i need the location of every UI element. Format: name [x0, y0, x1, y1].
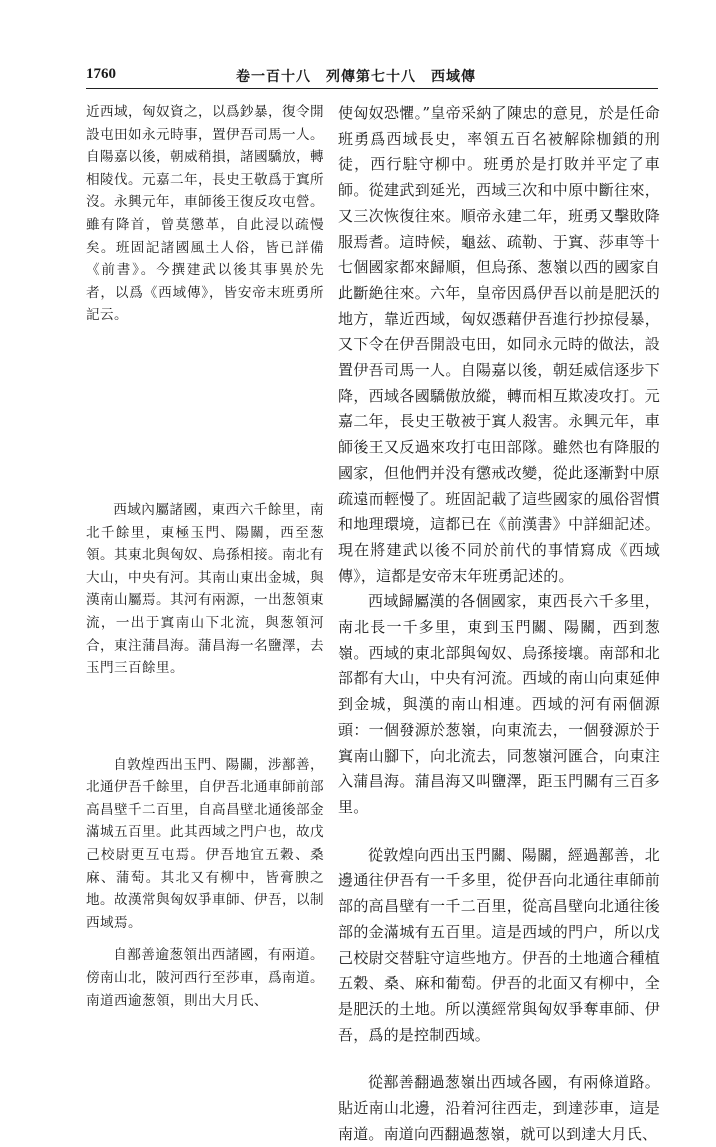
column-spacer: [338, 821, 660, 843]
translation-paragraph: 從鄯善翻過葱嶺出西域各國，有兩條道路。貼近南山北邊，沿着河往西走，到達莎車，這是南道。南道向西翻過葱嶺，就可以到達大月氏、: [338, 1073, 660, 1143]
classical-paragraph: 近西域，匈奴資之，以爲鈔暴，復令開設屯田如永元時事，置伊吾司馬一人。自陽嘉以後，朝威稍損，諸國驕放，轉相陵伐。元嘉二年，長史王敬爲于窴所沒。永興元年，車師後王復反攻屯營。雖有降首，曾莫懲革，自此浸以疏慢矣。班固記諸國風土人俗，皆已詳備《前書》。今撰建武以後其事異於先者，以爲《西域傳》，皆安帝末班勇所記云。: [86, 104, 324, 324]
column-spacer: [86, 934, 324, 944]
column-spacer: [338, 1048, 660, 1070]
translation-column: [338, 101, 660, 1147]
classical-text-column: [86, 101, 324, 1012]
page-header: [86, 64, 656, 88]
translation-paragraph: 從敦煌向西出玉門關、陽關，經過鄯善，北邊通往伊吾有一千多里，從伊吾向北通往車師前部的高昌壁有一千二百里，從高昌壁向北通往後部的金滿城有五百里。這是西域的門户，所以戊己校尉交替駐守這些地方。伊吾的土地適合種植五穀、桑、麻和葡萄。伊吾的北面又有柳中，全是肥沃的土地。所以漢經常與匈奴爭奪車師、伊吾，爲的是控制西域。: [338, 845, 660, 1044]
classical-paragraph: 自鄯善逾葱領出西諸國，有兩道。傍南山北，陂河西行至莎車，爲南道。南道西逾葱領，則出大月氏、: [86, 947, 324, 1009]
classical-paragraph: 自敦煌西出玉門、陽關，涉鄯善，北通伊吾千餘里，自伊吾北通車師前部高昌壁千二百里，自高昌壁北通後部金滿城五百里。此其西域之門户也，故戊己校尉更互屯焉。伊吾地宜五穀、桑麻、蒲萄。其北又有柳中，皆膏腴之地。故漢常與匈奴爭車師、伊吾，以制西域焉。: [86, 756, 324, 931]
page-number: 1760: [86, 66, 116, 82]
column-spacer: [86, 680, 324, 754]
classical-paragraph: 西域內屬諸國，東西六千餘里，南北千餘里，東極玉門、陽關，西至葱領。其東北與匈奴、烏孫相接。南北有大山，中央有河。其南山東出金城，與漢南山屬焉。其河有兩源，一出葱領東流，一出于窴南山下北流，與葱領河合，東注蒲昌海。蒲昌海一名鹽澤，去玉門三百餘里。: [86, 501, 324, 677]
header-rule: [86, 88, 658, 89]
column-spacer: [86, 327, 324, 499]
translation-paragraph: 使匈奴恐懼。”皇帝采納了陳忠的意見，於是任命班勇爲西域長史，率領五百名被解除枷鎖的刑徒，西行駐守柳中。班勇於是打敗并平定了車師。從建武到延光，西域三次和中原中斷往來，又三次恢復往來。順帝永建二年，班勇又擊敗降服焉耆。這時候，龜兹、疏勒、于窴、莎車等十七個國家都來歸順，但烏孫、葱嶺以西的國家自此斷絶往來。六年，皇帝因爲伊吾以前是肥沃的地方，靠近西域，匈奴憑藉伊吾進行抄掠侵暴，又下令在伊吾開設屯田，如同永元時的做法，設置伊吾司馬一人。自陽嘉以後，朝廷威信逐步下降，西域各國驕傲放縱，轉而相互欺凌攻打。元嘉二年，長史王敬被于窴人殺害。永興元年，車師後王又反過來攻打屯田部隊。雖然也有降服的國家，但他們并没有懲戒改變，從此逐漸對中原疏遠而輕慢了。班固記載了這些國家的風俗習慣和地理環境，這都已在《前漢書》中詳細記述。現在將建武以後不同於前代的事情寫成《西域傳》，這都是安帝末年班勇記述的。: [338, 104, 660, 585]
translation-paragraph: 西域歸屬漢的各個國家，東西長六千多里，南北長一千多里，東到玉門關、陽關，西到葱嶺。西域的東北部與匈奴、烏孫接壤。南部和北部都有大山，中央有河流。西域的南山向東延伸到金城，與漢的南山相連。西域的河有兩個源頭：一個發源於葱嶺，向東流去，一個發源於于窴南山腳下，向北流去，同葱嶺河匯合，向東注入蒲昌海。蒲昌海又叫鹽澤，距玉門關有三百多里。: [338, 592, 660, 816]
running-head: 卷一百十八 列傳第七十八 西域傳: [236, 69, 476, 85]
